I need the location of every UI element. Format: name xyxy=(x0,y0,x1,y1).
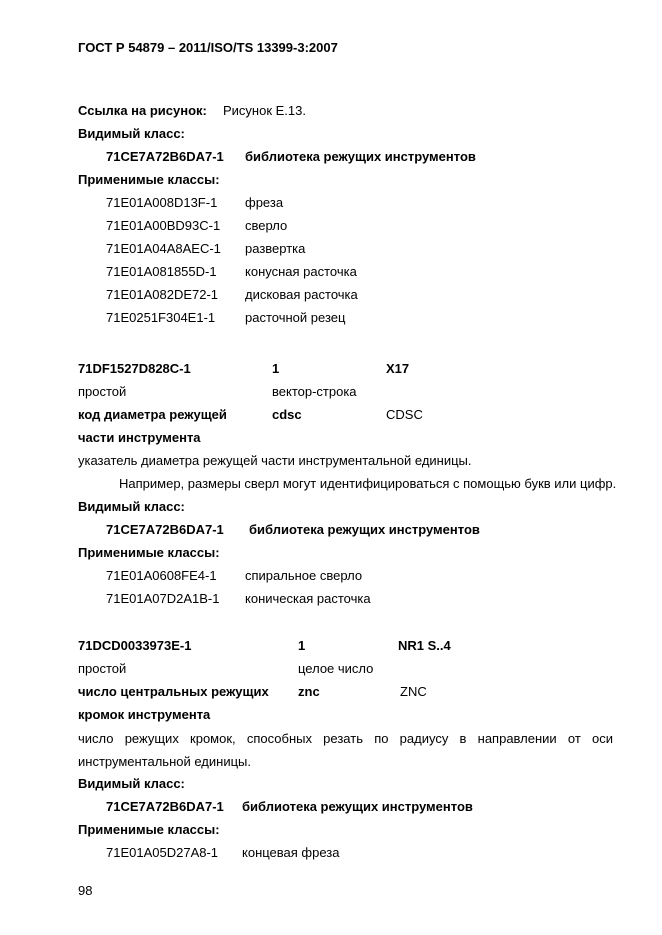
property-type: простой xyxy=(78,384,127,399)
applicable-class-code: 71E01A07D2A1B-1 xyxy=(106,591,220,606)
property-id: 71DF1527D828C-1 xyxy=(78,361,191,376)
property-name: число центральных режущих xyxy=(78,684,269,699)
applicable-class-code: 71E01A081855D-1 xyxy=(106,264,217,279)
property-datatype: целое число xyxy=(298,661,374,676)
visible-class-label: Видимый класс: xyxy=(78,499,185,514)
property-type: простой xyxy=(78,661,127,676)
applicable-classes-label: Применимые классы: xyxy=(78,172,220,187)
property-definition: число режущих кромок, способных резать по радиусу в направлении от оси инструментальной единицы. xyxy=(78,731,613,769)
applicable-class-code: 71E01A008D13F-1 xyxy=(106,195,218,210)
applicable-class-name: концевая фреза xyxy=(242,845,340,860)
property-version: 1 xyxy=(298,638,306,653)
property-name-continued: части инструмента xyxy=(78,430,201,445)
applicable-class-code: 71E01A0608FE4-1 xyxy=(106,568,217,583)
visible-class-code: 71CE7A72B6DA7-1 xyxy=(106,522,224,537)
applicable-class-code: 71E01A082DE72-1 xyxy=(106,287,219,302)
applicable-classes-label: Применимые классы: xyxy=(78,822,220,837)
applicable-class-name: сверло xyxy=(245,218,288,233)
property-id: 71DCD0033973E-1 xyxy=(78,638,192,653)
applicable-class-name: дисковая расточка xyxy=(245,287,358,302)
property-symbol: cdsc xyxy=(272,407,302,422)
visible-class-name: библиотека режущих инструментов xyxy=(249,522,480,537)
visible-class-name: библиотека режущих инструментов xyxy=(245,149,476,164)
applicable-class-name: расточной резец xyxy=(245,310,346,325)
applicable-class-name: коническая расточка xyxy=(245,591,371,606)
property-name: код диаметра режущей xyxy=(78,407,227,422)
property-format: X17 xyxy=(386,361,410,376)
figure-ref-label: Ссылка на рисунок: xyxy=(78,103,207,118)
visible-class-code: 71CE7A72B6DA7-1 xyxy=(106,149,224,164)
visible-class-name: библиотека режущих инструментов xyxy=(242,799,473,814)
page-number: 98 xyxy=(78,883,93,898)
visible-class-code: 71CE7A72B6DA7-1 xyxy=(106,799,224,814)
property-short-name: CDSC xyxy=(386,407,423,422)
applicable-class-code: 71E01A05D27A8-1 xyxy=(106,845,219,860)
property-symbol: znc xyxy=(298,684,320,699)
applicable-class-name: спиральное сверло xyxy=(245,568,363,583)
visible-class-label: Видимый класс: xyxy=(78,126,185,141)
property-definition: указатель диаметра режущей части инструментальной единицы. xyxy=(78,453,472,468)
document-header: ГОСТ Р 54879 – 2011/ISO/TS 13399-3:2007 xyxy=(78,40,338,55)
applicable-class-name: фреза xyxy=(245,195,284,210)
property-datatype: вектор-строка xyxy=(272,384,357,399)
property-format: NR1 S..4 xyxy=(398,638,451,653)
property-short-name: ZNC xyxy=(400,684,427,699)
property-note: Например, размеры сверл могут идентифицироваться с помощью букв или цифр. xyxy=(119,476,617,491)
property-version: 1 xyxy=(272,361,280,376)
applicable-class-name: конусная расточка xyxy=(245,264,357,279)
applicable-class-code: 71E01A00BD93C-1 xyxy=(106,218,221,233)
applicable-class-code: 71E01A04A8AEC-1 xyxy=(106,241,221,256)
property-name-continued: кромок инструмента xyxy=(78,707,211,722)
figure-ref-value: Рисунок Е.13. xyxy=(223,103,306,118)
applicable-class-code: 71E0251F304E1-1 xyxy=(106,310,216,325)
applicable-classes-label: Применимые классы: xyxy=(78,545,220,560)
visible-class-label: Видимый класс: xyxy=(78,776,185,791)
applicable-class-name: развертка xyxy=(245,241,306,256)
